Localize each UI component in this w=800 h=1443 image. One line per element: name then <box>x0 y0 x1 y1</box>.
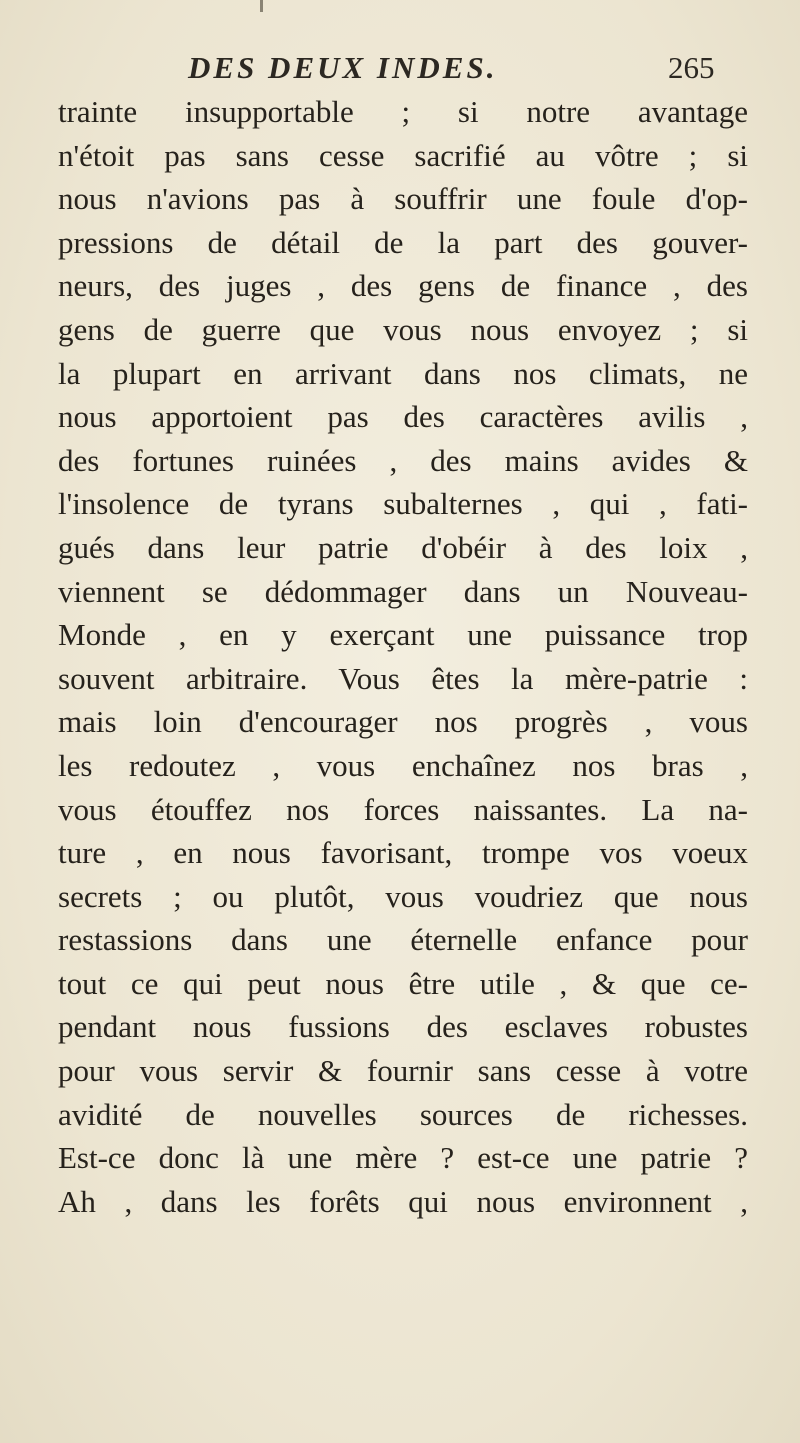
text-line: viennent se dédommager dans un Nouveau- <box>58 573 748 609</box>
text-line: n'étoit pas sans cesse sacrifié au vôtre ; si <box>58 137 748 173</box>
page-number: 265 <box>668 50 715 85</box>
text-line: trainte insupportable ; si notre avantage <box>58 94 748 129</box>
running-title: DES DEUX INDES. <box>188 50 498 85</box>
text-line: mais loin d'encourager nos progrès , vous <box>58 704 748 740</box>
text-line: gués dans leur patrie d'obéir à des loix , <box>58 529 748 565</box>
text-line: avidité de nouvelles sources de richesses. <box>58 1096 748 1132</box>
text-line: pour vous servir & fournir sans cesse à votre <box>58 1053 748 1089</box>
body-text <box>58 90 748 1223</box>
running-head <box>0 48 800 88</box>
page-edge-mark <box>260 0 263 12</box>
text-line: des fortunes ruinées , des mains avides & <box>58 442 748 478</box>
text-line: souvent arbitraire. Vous êtes la mère-patrie : <box>58 660 748 696</box>
text-line: tout ce qui peut nous être utile , & que ce- <box>58 965 748 1001</box>
text-line: restassions dans une éternelle enfance pour <box>58 922 748 958</box>
text-line: ture , en nous favorisant, trompe vos voeux <box>58 835 748 871</box>
text-line: l'insolence de tyrans subalternes , qui , fati- <box>58 486 748 522</box>
text-line: gens de guerre que vous nous envoyez ; si <box>58 311 748 347</box>
text-line: les redoutez , vous enchaînez nos bras , <box>58 747 748 783</box>
text-line: neurs, des juges , des gens de finance , des <box>58 268 748 304</box>
text-line: vous étouffez nos forces naissantes. La na- <box>58 791 748 827</box>
text-line: secrets ; ou plutôt, vous voudriez que nous <box>58 878 748 914</box>
text-line: Est-ce donc là une mère ? est-ce une patrie ? <box>58 1140 748 1176</box>
text-line: Ah , dans les forêts qui nous environnent , <box>58 1183 748 1219</box>
text-line: pendant nous fussions des esclaves robustes <box>58 1009 748 1045</box>
text-line: la plupart en arrivant dans nos climats, ne <box>58 355 748 391</box>
text-line: nous n'avions pas à souffrir une foule d'op- <box>58 181 748 217</box>
text-line: Monde , en y exerçant une puissance trop <box>58 617 748 653</box>
text-line: nous apportoient pas des caractères avilis , <box>58 399 748 435</box>
text-line: pressions de détail de la part des gouver- <box>58 224 748 260</box>
